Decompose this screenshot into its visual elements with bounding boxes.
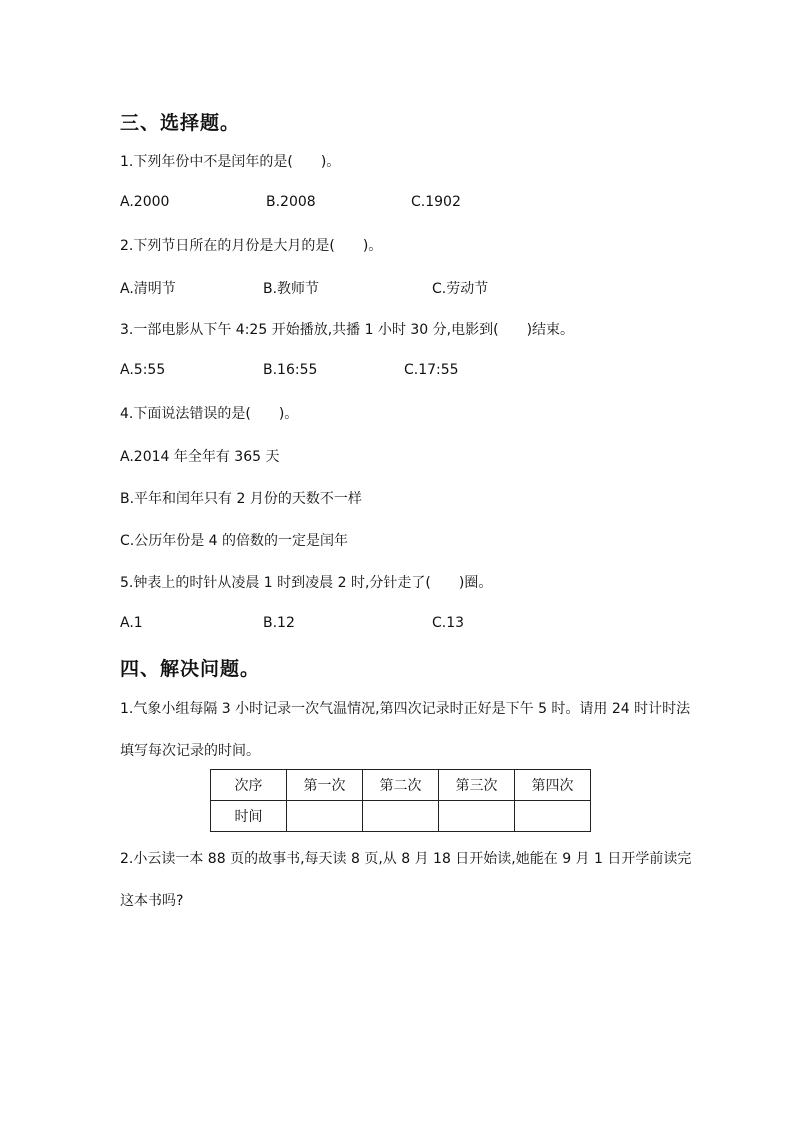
section-4-title: 四、解决问题。 xyxy=(120,658,261,680)
question-2-option-b: B.教师节 xyxy=(263,281,320,297)
question-5-option-c: C.13 xyxy=(432,615,465,631)
question-5-text: 5.钟表上的时针从凌晨 1 时到凌晨 2 时,分针走了( )圈。 xyxy=(120,575,493,591)
answer-cell[interactable] xyxy=(363,801,439,832)
question-2-text: 2.下列节日所在的月份是大月的是( )。 xyxy=(120,238,383,254)
question-2-option-a: A.清明节 xyxy=(120,281,176,297)
table-header-row xyxy=(211,770,591,801)
question-4-text: 4.下面说法错误的是( )。 xyxy=(120,406,299,422)
table-row-label: 时间 xyxy=(211,801,287,832)
question-1-option-a: A.2000 xyxy=(120,194,170,210)
problem-1-line-1: 1.气象小组每隔 3 小时记录一次气温情况,第四次记录时正好是下午 5 时。请用 24 时计时法 xyxy=(120,701,691,717)
question-3-text: 3.一部电影从下午 4:25 开始播放,共播 1 小时 30 分,电影到( )结束。 xyxy=(120,322,575,338)
answer-cell[interactable] xyxy=(515,801,591,832)
table-row xyxy=(211,801,591,832)
section-3-title: 三、选择题。 xyxy=(120,112,241,134)
question-4-option-a: A.2014 年全年有 365 天 xyxy=(120,449,280,465)
problem-2-line-1: 2.小云读一本 88 页的故事书,每天读 8 页,从 8 月 18 日开始读,她能在 9 月 1 日开学前读完 xyxy=(120,851,692,867)
table-header-cell: 第三次 xyxy=(439,770,515,801)
table-header-cell: 第四次 xyxy=(515,770,591,801)
problem-2-line-2: 这本书吗? xyxy=(120,893,184,909)
question-3-option-b: B.16:55 xyxy=(263,362,318,378)
question-2-option-c: C.劳动节 xyxy=(432,281,489,297)
answer-cell[interactable] xyxy=(439,801,515,832)
question-5-option-a: A.1 xyxy=(120,615,143,631)
question-3-option-c: C.17:55 xyxy=(404,362,459,378)
question-1-option-c: C.1902 xyxy=(411,194,461,210)
answer-cell[interactable] xyxy=(287,801,363,832)
question-5-option-b: B.12 xyxy=(263,615,295,631)
question-4-option-c: C.公历年份是 4 的倍数的一定是闰年 xyxy=(120,533,349,549)
table-header-cell: 第二次 xyxy=(363,770,439,801)
question-1-text: 1.下列年份中不是闰年的是( )。 xyxy=(120,154,341,170)
table-header-cell: 第一次 xyxy=(287,770,363,801)
record-time-table xyxy=(210,769,591,832)
question-1-option-b: B.2008 xyxy=(266,194,316,210)
question-3-option-a: A.5:55 xyxy=(120,362,166,378)
problem-1-line-2: 填写每次记录的时间。 xyxy=(120,743,260,759)
question-4-option-b: B.平年和闰年只有 2 月份的天数不一样 xyxy=(120,491,362,507)
table-header-cell: 次序 xyxy=(211,770,287,801)
